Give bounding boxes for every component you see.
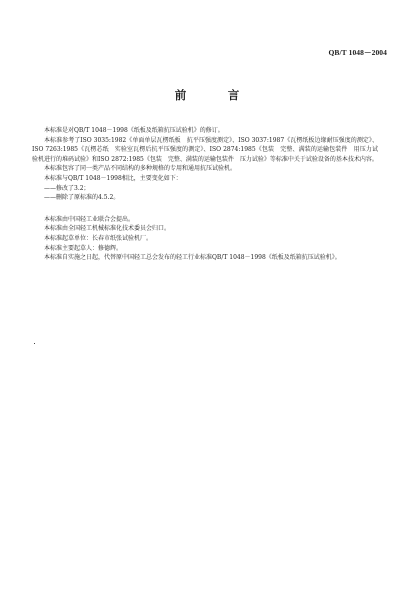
paragraph-gap bbox=[32, 203, 378, 215]
paragraph-references: 本标准参考了ISO 3035:1982《单面单层瓦楞纸板 抗平压强度测定》、ISO 3037:1987《瓦楞纸板边缘耐压强度的测定》、ISO 7263:1985《瓦楞芯纸 实验室瓦楞后抗平压强度的测定》、ISO 2874:1985《包装 完整、满装的运输包装件 用压力试验机进行的堆码试验》和ISO 2872:1985《包装 完整、满装的运输包装件 压力试验》等标准中关于试验设备的基本技术内容。 bbox=[32, 136, 378, 163]
paragraph-proposer: 本标准由中国轻工业联合会提出。 bbox=[44, 215, 135, 223]
change-item: ——删除了原标准的4.5.2。 bbox=[44, 194, 120, 202]
paragraph-revision: 本标准是对QB/T 1048－1998《纸板及纸箱抗压试验机》的修订。 bbox=[44, 127, 224, 134]
paragraph-drafting-unit: 本标准起草单位：长春市纸张试验机厂。 bbox=[44, 234, 153, 242]
page-title: 前 言 bbox=[174, 88, 255, 102]
change-item: ——修改了3.2； bbox=[44, 184, 90, 192]
scan-speck bbox=[34, 343, 35, 344]
paragraph-changes-intro: 本标准与QB/T 1048－1998相比，主要变化如下： bbox=[44, 174, 182, 182]
paragraph-replacement: 本标准自实施之日起，代替原中国轻工总会发布的轻工行业标准QB/T 1048－1998《纸板及纸箱抗压试验机》。 bbox=[44, 254, 341, 262]
paragraph-drafters: 本标准主要起草人：修德辉。 bbox=[44, 244, 123, 252]
standard-code: QB/T 1048－2004 bbox=[328, 48, 387, 57]
paragraph-committee: 本标准由全国轻工机械标准化技术委员会归口。 bbox=[44, 225, 171, 233]
paragraph-scope: 本标准包容了同一类产品不同结构的多种规格的专用和通用抗压试验机。 bbox=[44, 165, 237, 173]
foreword-body bbox=[32, 126, 378, 263]
